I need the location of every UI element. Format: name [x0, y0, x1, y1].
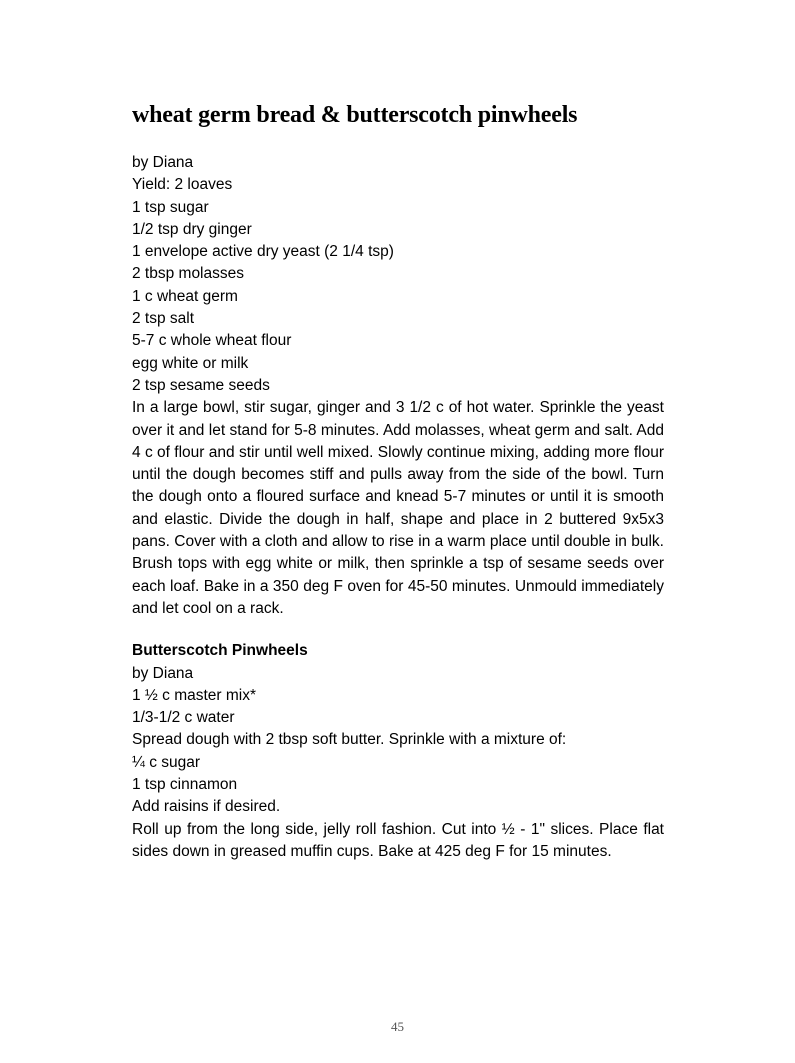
ingredient-line: 1 ½ c master mix*	[132, 686, 257, 704]
ingredient-line: 1/3-1/2 c water	[132, 709, 235, 727]
section-spacer	[132, 620, 664, 640]
recipe-page	[132, 100, 664, 863]
ingredient-line: 2 tsp sesame seeds	[132, 376, 270, 394]
recipe-instructions: In a large bowl, stir sugar, ginger and 3 1/2 c of hot water. Sprinkle the yeast over it and let stand for 5-8 minutes. Add molasses, wheat germ and salt. Add 4 c of flour and stir until well mixed. Slowly continue mixing, adding more flour until the dough becomes stiff and pulls away from the side of the bowl. Turn the dough onto a floured surface and knead 5-7 minutes or until it is smooth and elastic. Divide the dough in half, shape and place in 2 buttered 9x5x3 pans. Cover with a cloth and allow to rise in a warm place until double in bulk. Brush tops with egg white or milk, then sprinkle a tsp of sesame seeds over each loaf. Bake in a 350 deg F oven for 45-50 minutes. Unmould immediately and let cool on a rack.	[132, 399, 664, 617]
ingredient-line: 2 tsp salt	[132, 310, 195, 328]
instruction-line: Add raisins if desired.	[132, 798, 281, 816]
ingredient-line: 1 c wheat germ	[132, 287, 238, 305]
page-title: wheat germ bread & butterscotch pinwheels	[132, 102, 578, 128]
ingredient-line: egg white or milk	[132, 354, 249, 372]
recipe-author: by Diana	[132, 664, 194, 682]
section-heading: Butterscotch Pinwheels	[132, 642, 308, 660]
ingredient-line: 2 tbsp molasses	[132, 265, 244, 283]
recipe-instructions: Roll up from the long side, jelly roll fashion. Cut into ½ - 1" slices. Place flat sides down in greased muffin cups. Bake at 425 deg F for 15 minutes.	[132, 820, 664, 860]
recipe-author: by Diana	[132, 154, 194, 171]
ingredient-line: 1 tsp sugar	[132, 198, 209, 216]
page-number: 45	[391, 1019, 404, 1034]
instruction-line: Spread dough with 2 tbsp soft butter. Sprinkle with a mixture of:	[132, 731, 567, 749]
recipe-body	[132, 152, 664, 863]
ingredient-line: 1 envelope active dry yeast (2 1/4 tsp)	[132, 243, 394, 261]
ingredient-line: 1 tsp cinnamon	[132, 776, 238, 794]
ingredient-line: ¼ c sugar	[132, 753, 201, 771]
ingredient-line: 1/2 tsp dry ginger	[132, 220, 252, 238]
recipe-yield: Yield: 2 loaves	[132, 176, 233, 194]
ingredient-line: 5-7 c whole wheat flour	[132, 332, 292, 350]
